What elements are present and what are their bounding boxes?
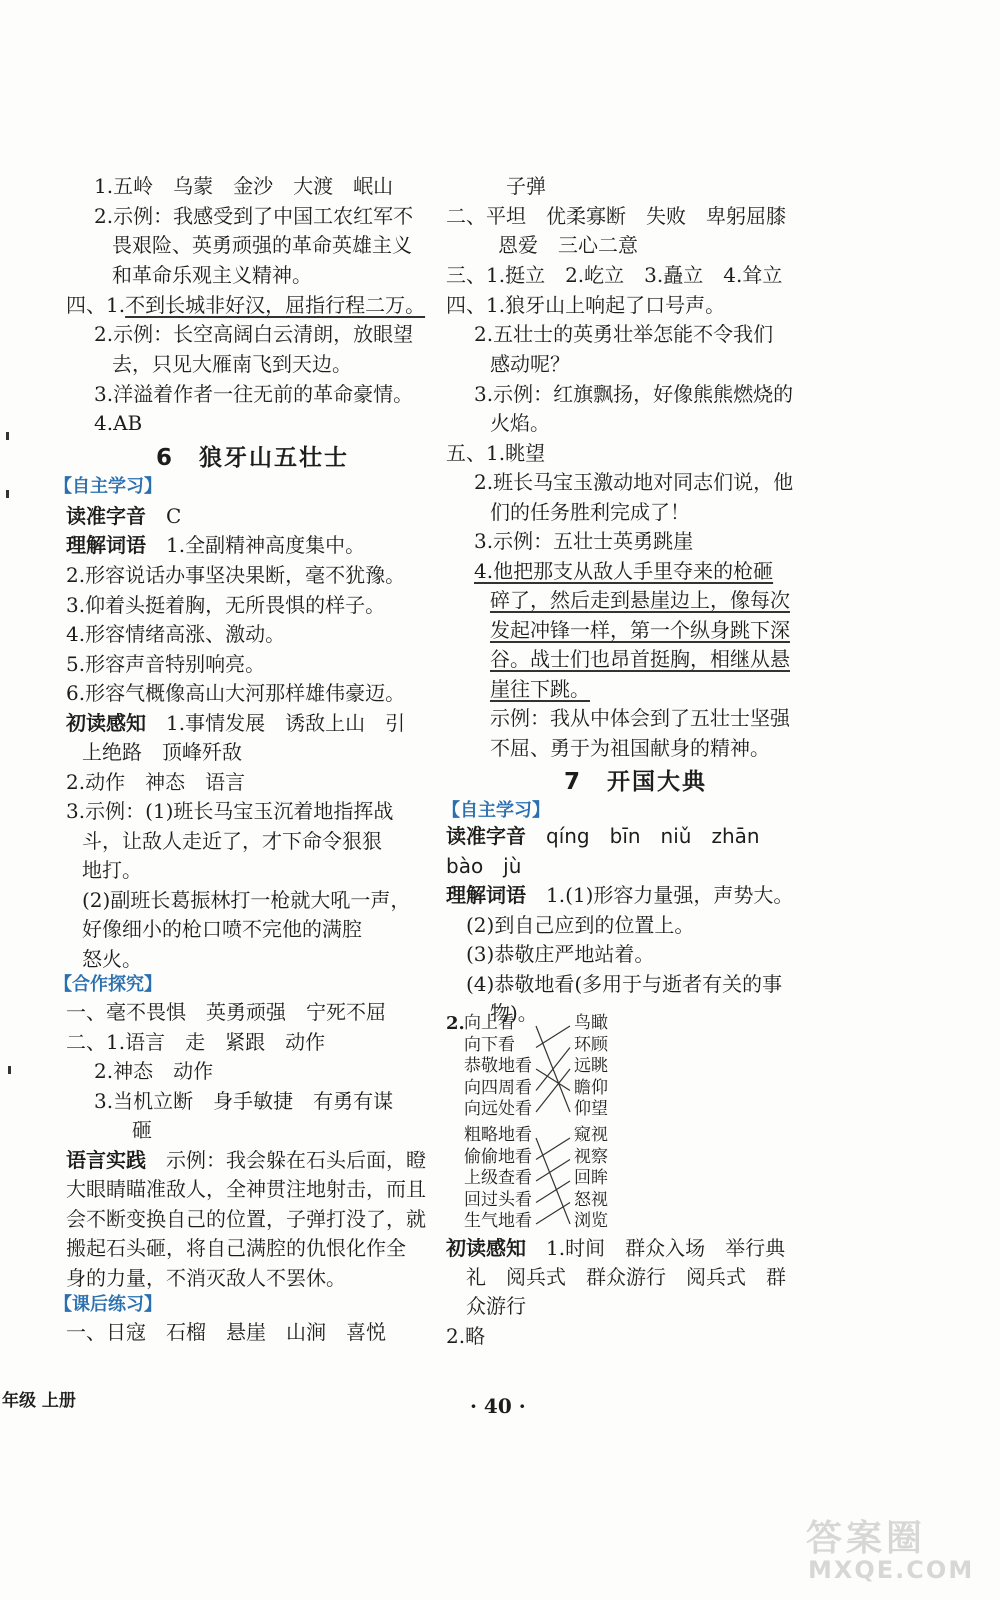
answer-line: 恩爱 三心二意 [498, 233, 638, 257]
answer-line [66, 502, 181, 530]
answer-line: 2.班长马宝玉激动地对同志们说，他 [474, 470, 794, 494]
answer-line: 6.形容气概像高山大河那样雄伟豪迈。 [66, 681, 406, 705]
section-tag: 【课后练习】 [54, 1294, 162, 1315]
answer-line: 好像细小的枪口喷不完他的满腔 [82, 917, 362, 941]
match-connector-line [536, 1138, 570, 1224]
answer-line: (2)副班长葛振林打一枪就大吼一声， [82, 888, 411, 912]
answer-line: 斗，让敌人走近了，才下命令狠狠 [82, 829, 382, 853]
match-connector-line [536, 1026, 570, 1048]
match-connector-line [536, 1069, 570, 1091]
answer-text: 1.(1)形容力量强，声势大。 [546, 883, 794, 907]
scan-mark [6, 490, 9, 498]
answer-line: 会不断变换自己的位置，子弹打没了，就 [66, 1207, 426, 1231]
answer-line: 一、毫不畏惧 英勇顽强 宁死不屈 [66, 1000, 386, 1024]
match-connector-line [536, 1069, 570, 1112]
answer-line: 2.五壮士的英勇壮举怎能不令我们 [474, 322, 774, 346]
match-left-word: 偷偷地看 [464, 1146, 532, 1167]
watermark-text: 答案圈 [806, 1518, 927, 1559]
answer-line: 五、1.眺望 [446, 441, 546, 465]
section-tag: 【自主学习】 [54, 476, 162, 497]
answer-line: 2.动作 神态 语言 [66, 770, 246, 794]
underlined-answer: 不到长城非好汉，屈指行程二万。 [125, 293, 426, 317]
match-connector-line [536, 1048, 570, 1091]
answer-line: 3.仰着头挺着胸，无所畏惧的样子。 [66, 593, 386, 617]
answer-line: 子弹 [506, 174, 546, 198]
match-right-word: 视察 [574, 1146, 608, 1167]
answer-line: 5.形容声音特别响亮。 [66, 652, 266, 676]
answer-text: 1.全副精神高度集中。 [166, 533, 366, 557]
answer-line: 上绝路 顶峰歼敌 [82, 740, 242, 764]
answer-line: 3.洋溢着作者一往无前的革命豪情。 [94, 382, 414, 406]
underlined-answer: 发起冲锋一样，第一个纵身跳下深 [490, 618, 790, 642]
underlined-answer: 崖往下跳。 [490, 677, 590, 701]
answer-line [446, 1234, 785, 1262]
answer-line: 礼 阅兵式 群众游行 阅兵式 群 [466, 1265, 786, 1289]
pinyin-text: qíng bīn niǔ zhān [546, 824, 760, 848]
match-right-word: 窥视 [574, 1125, 608, 1145]
page-number: · 40 · [470, 1394, 526, 1418]
answer-line: 4.形容情绪高涨、激动。 [66, 622, 286, 646]
item-heading: 初读感知 [446, 1236, 526, 1260]
lesson-title: 6 狼牙山五壮士 [156, 445, 350, 471]
answer-line: 怒火。 [82, 947, 142, 971]
item-heading: 初读感知 [66, 711, 146, 735]
answer-line: 畏艰险、英勇顽强的革命英雄主义 [112, 233, 412, 257]
answer-line: 和革命乐观主义精神。 [112, 263, 312, 287]
pinyin-text: bào jù [446, 854, 522, 878]
match-right-word: 仰望 [574, 1099, 608, 1119]
match-right-word: 远眺 [574, 1056, 608, 1076]
match-right-word: 环顾 [574, 1034, 608, 1055]
answer-line: 3.示例：五壮士英勇跳崖 [474, 529, 694, 553]
match-right-word: 浏览 [574, 1211, 608, 1231]
answer-line: 2.示例：长空高阔白云清朗，放眼望 [94, 322, 414, 346]
section-tag: 【合作探究】 [54, 974, 162, 995]
answer-line: 二、平坦 优柔寡断 失败 卑躬屈膝 [446, 204, 786, 228]
answer-line: 1.五岭 乌蒙 金沙 大渡 岷山 [94, 174, 394, 198]
answer-line: 3.示例：红旗飘扬，好像熊熊燃烧的 [474, 382, 794, 406]
answer-line [66, 291, 425, 319]
answer-line: 2.示例：我感受到了中国工农红军不 [94, 204, 414, 228]
item-heading: 语言实践 [66, 1148, 146, 1172]
answer-line: 搬起石头砸，将自己满腔的仇恨化作全 [66, 1236, 406, 1260]
answer-line: 地打。 [82, 858, 142, 882]
item-number: 2. [446, 1013, 465, 1034]
match-right-word: 鸟瞰 [574, 1013, 608, 1033]
answer-line: 2.略 [446, 1324, 486, 1348]
match-right-word: 回眸 [574, 1168, 608, 1188]
watermark-url: MXQE.COM [808, 1556, 975, 1584]
answer-line: 2.形容说话办事坚决果断，毫不犹豫。 [66, 563, 406, 587]
match-connector-line [536, 1203, 570, 1225]
answer-line [446, 881, 793, 909]
answer-line: 3.示例：(1)班长马宝玉沉着地指挥战 [66, 799, 394, 823]
answer-line: 感动呢？ [490, 352, 570, 376]
word-matching-exercise [446, 1010, 646, 1232]
answer-line: 众游行 [466, 1294, 526, 1318]
answer-line [66, 531, 365, 559]
match-left-word: 向四周看 [464, 1077, 532, 1098]
match-connector-line [536, 1181, 570, 1203]
underlined-answer: 碎了，然后走到悬崖边上，像每次 [490, 588, 790, 612]
scan-mark [8, 1066, 11, 1074]
answer-line [446, 822, 760, 850]
answer-line [66, 1146, 426, 1174]
answer-line: 2.神态 动作 [94, 1059, 214, 1083]
match-connector-line [536, 1138, 570, 1160]
watermark-logo [806, 1510, 976, 1590]
match-left-word: 上级查看 [464, 1168, 532, 1188]
match-left-word: 生气地看 [464, 1211, 532, 1231]
answer-line: 大眼睛瞄准敌人，全神贯注地射击，而且 [66, 1177, 426, 1201]
match-right-word: 瞻仰 [574, 1077, 608, 1098]
answer-line: 三、1.挺立 2.屹立 3.矗立 4.耸立 [446, 263, 783, 287]
answer-line: 不屈、勇于为祖国献身的精神。 [490, 736, 770, 760]
answer-text: 1.时间 群众入场 举行典 [546, 1236, 786, 1260]
underlined-answer: 4.他把那支从敌人手里夺来的枪砸 [474, 559, 774, 583]
lesson-title: 7 开国大典 [564, 769, 708, 795]
answer-line: 们的任务胜利完成了！ [490, 500, 690, 524]
answer-line: 火焰。 [490, 411, 550, 435]
item-heading: 理解词语 [66, 533, 146, 557]
item-heading: 读准字音 [446, 824, 526, 848]
item-number: 四、1. [66, 293, 126, 317]
answer-text: 示例：我会躲在石头后面，瞪 [166, 1148, 426, 1172]
answer-line: (2)到自己应到的位置上。 [466, 913, 695, 937]
match-left-word: 回过头看 [464, 1189, 532, 1210]
match-left-word: 向远处看 [464, 1099, 532, 1119]
match-left-word: 恭敬地看 [464, 1056, 532, 1076]
scan-mark [6, 432, 9, 440]
match-left-word: 粗略地看 [464, 1125, 532, 1145]
answer-line: 一、日寇 石榴 悬崖 山涧 喜悦 [66, 1320, 386, 1344]
answer-line: (3)恭敬庄严地站着。 [466, 942, 655, 966]
match-right-word: 怒视 [574, 1189, 608, 1210]
answer-line [66, 709, 405, 737]
answer-text: 1.事情发展 诱敌上山 引 [166, 711, 406, 735]
answer-line: 四、1.狼牙山上响起了口号声。 [446, 293, 726, 317]
answer-line: 3.当机立断 身手敏捷 有勇有谋 [94, 1089, 394, 1113]
match-left-word: 向上看 [464, 1013, 515, 1033]
answer-line: (4)恭敬地看(多用于与逝者有关的事 [466, 972, 783, 996]
answer-line: 砸 [132, 1118, 152, 1142]
answer-line: 物)。 [490, 1001, 538, 1025]
answer-line: 4.AB [94, 411, 143, 435]
match-connector-line [536, 1160, 570, 1182]
answer-text: C [166, 504, 182, 528]
match-left-word: 向下看 [464, 1034, 515, 1055]
answer-line: 示例：我从中体会到了五壮士坚强 [490, 706, 790, 730]
answer-line: 二、1.语言 走 紧跟 动作 [66, 1030, 326, 1054]
answer-line: 身的力量，不消灭敌人不罢休。 [66, 1266, 346, 1290]
underlined-answer: 谷。战士们也昂首挺胸，相继从悬 [490, 647, 790, 671]
grade-label: 年级 上册 [2, 1391, 76, 1411]
item-heading: 理解词语 [446, 883, 526, 907]
item-heading: 读准字音 [66, 504, 146, 528]
section-tag: 【自主学习】 [442, 800, 550, 821]
answer-line: 去，只见大雁南飞到天边。 [112, 352, 352, 376]
